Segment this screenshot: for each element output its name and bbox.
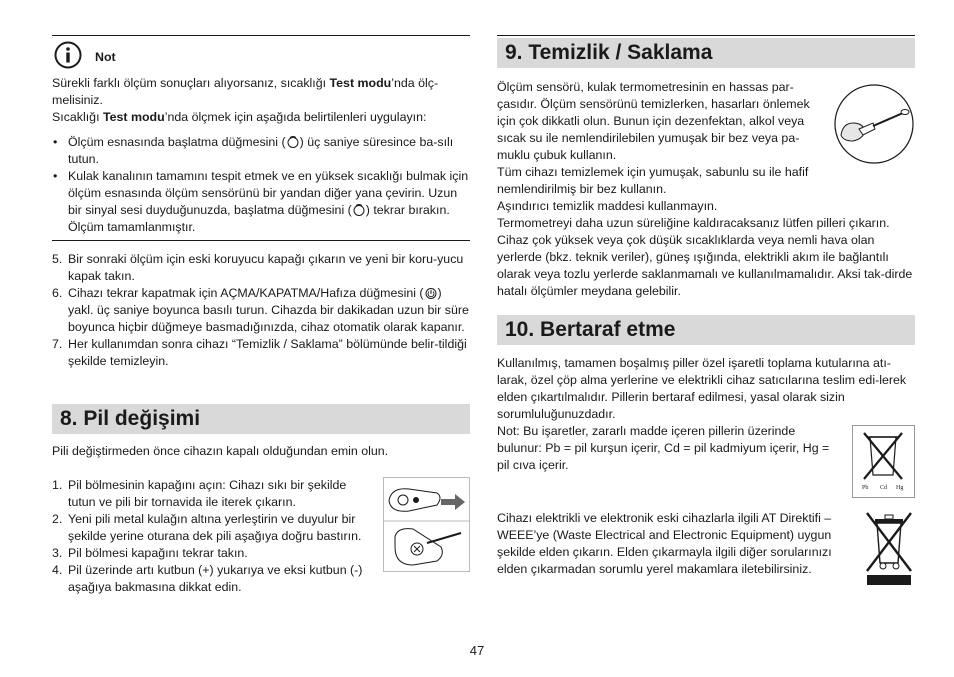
section-9-paragraph-1: Ölçüm sensörü, kulak termometresinin en hassas par-çasıdır. Ölçüm sensörünü temizlerken, hasarları önlemek için çok dikkatli olun. Bunun için dezenfektan, alkol veya sıcak su ile nemlendirilebilen yumuşak bir bez veya pa-muklu çubuk kullanın.: [497, 80, 810, 162]
section-10-paragraph-2: Not: Bu işaretler, zararlı madde içeren pillerin üzerinde bulunur: Pb = pil kurşun içerir, Cd = pil kadmiyum içerir, Hg = pil cıva içerir.: [497, 424, 830, 472]
section-8-intro: Pili değiştirmeden önce cihazın kapalı olduğundan emin olun.: [52, 444, 389, 458]
note-bottom-rule: [52, 240, 470, 241]
note-body: [52, 75, 470, 236]
battery-symbol-label-cd: Cd: [880, 485, 888, 491]
sensor-cleaning-illustration: [833, 83, 915, 165]
list-item: 1. Pil bölmesinin kapağını açın: Cihazı sıkı bir şekilde tutun ve pili bir tornavida ile iterek çıkarın.: [52, 478, 347, 509]
start-button-icon: [352, 203, 366, 216]
section-8-heading: 8. Pil değişimi: [52, 404, 470, 434]
section-10-heading: 10. Bertaraf etme: [497, 315, 915, 345]
note-paragraph-2: Sıcaklığı Test modu’nda ölçmek için aşağıda belirtilenleri uygulayın:: [52, 110, 427, 124]
list-item: 3. Pil bölmesi kapağını tekrar takın.: [52, 546, 248, 560]
list-item: 2. Yeni pili metal kulağın altına yerleştirin ve duyulur bir şekilde yerine oturana dek pili aşağıya doğru bastırın.: [52, 512, 362, 543]
list-item: • Kulak kanalının tamamını tespit etmek ve en yüksek sıcaklığı bulmak için ölçüm esnasında ölçüm sensörünü bir yandan diğer yana çevirin. Uzun bir sinyal sesi duyduğunuzda, başlatma düğmesini ( ) tekrar bırakın. Ölçüm tamamlanmıştır.: [52, 168, 470, 236]
info-icon: [54, 41, 82, 69]
battery-disposal-symbol: [852, 425, 915, 498]
note-title: Not: [95, 50, 116, 64]
power-memory-button-icon: [424, 286, 438, 299]
section-9-paragraph-3: Aşındırıcı temizlik maddesi kullanmayın.: [497, 199, 718, 213]
section-9-paragraph-4: Termometreyi daha uzun süreliğine kaldıracaksanız lütfen pilleri çıkarın. Cihaz çok yüksek veya çok düşük sıcaklıklarda veya nemli hava olan yerlerde (bkz. teknik veriler), güneş ışığında, elektrikli akım ile bağlantılı olarak veya tozlu yerlerde saklanmamalı ve kullanılmamalıdır. Aksi tak-dirde hatalı ölçümler meydana gelebilir.: [497, 216, 913, 298]
battery-symbol-label-pb: Pb: [862, 485, 869, 491]
page-number: 47: [469, 643, 485, 658]
weee-bin-icon: [863, 511, 915, 587]
list-item: • Ölçüm esnasında başlatma düğmesini ( ) üç saniye süresince ba-sılı tutun.: [52, 134, 470, 168]
list-item: 4. Pil üzerinde artı kutbun (+) yukarıya ve eksi kutbun (-) aşağıya bakmasına dikkat edin.: [52, 563, 363, 594]
steps-top: [52, 251, 470, 370]
note-paragraph-1: Sürekli farklı ölçüm sonuçları alıyorsanız, sıcaklığı Test modu’nda ölç-melisiniz.: [52, 76, 439, 107]
battery-replacement-illustration: [383, 477, 470, 572]
start-button-icon: [286, 135, 300, 148]
section-8-steps: [52, 477, 375, 596]
section-9-paragraph-2: Tüm cihazı temizlemek için yumuşak, sabunlu su ile hafif nemlendirilmiş bir bez kullanın.: [497, 165, 809, 196]
list-item: 5. Bir sonraki ölçüm için eski koruyucu kapağı çıkarın ve yeni bir koru-yucu kapak takın.: [52, 252, 464, 283]
note-top-rule: [52, 35, 470, 36]
list-item: 7. Her kullanımdan sonra cihazı “Temizlik / Saklama” bölümünde belir-tildiği şekilde temizleyin.: [52, 337, 467, 368]
note-bullets: [52, 134, 470, 236]
list-item: 6. Cihazı tekrar kapatmak için AÇMA/KAPATMA/Hafıza düğmesini ( ) yakl. üç saniye boyunca basılı turun. Cihazda bir dakikadan uzun bir süre boyunca hiçbir düğmeye basmadığınızda, cihaz otomatik olarak kapanır.: [52, 286, 469, 334]
section-9-heading: 9. Temizlik / Saklama: [497, 38, 915, 68]
battery-symbol-label-hg: Hg: [896, 485, 904, 491]
section-10-paragraph-3: Cihazı elektrikli ve elektronik eski cihazlarla ilgili AT Direktifi – WEEE’ye (Waste Electrical and Electronic Equipment) uygun şekilde elden çıkarın. Elden çıkarmayla ilgili diğer sorularınızı elden çıkarmadan sorumlu yerel makamlara iletebilirsiniz.: [497, 511, 832, 576]
section-9-top-rule: [497, 35, 915, 36]
section-10-paragraph-1: Kullanılmış, tamamen boşalmış piller özel işaretli toplama kutularına atı-larak, özel çöp alma yerlerine ve elektrikli cihaz satıcılarına teslim edi-lerek elden çıkartılmalıdır. Pillerin bertaraf edilmesi, yasal olarak sizin sorumluluğunuzdadır.: [497, 356, 907, 421]
